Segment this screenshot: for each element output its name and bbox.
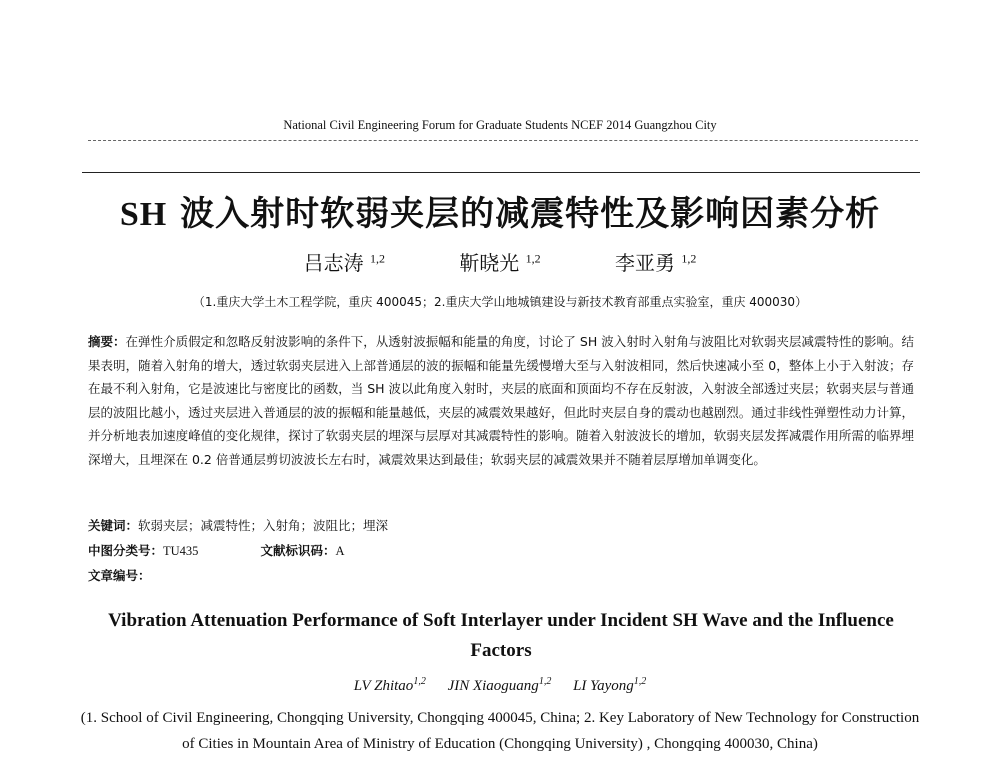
keywords xyxy=(88,516,388,534)
author xyxy=(459,247,540,276)
author-affil-mark: 1,2 xyxy=(525,251,541,266)
classification-line xyxy=(88,541,344,559)
keywords-label: 关键词： xyxy=(88,518,139,533)
clc-label: 中图分类号： xyxy=(88,543,164,558)
affiliation: （1.重庆大学土木工程学院，重庆 400045；2.重庆大学山地城镇建设与新技术教育部重点实验室，重庆 400030） xyxy=(192,295,808,309)
running-header: National Civil Engineering Forum for Graduate Students NCEF 2014 Guangzhou City xyxy=(283,118,717,132)
abstract-label: 摘要： xyxy=(88,334,126,349)
article-number-label: 文章编号： xyxy=(88,568,151,583)
author-list xyxy=(0,247,1000,276)
author-name: 李亚勇 xyxy=(615,251,676,275)
english-author-affil-mark: 1,2 xyxy=(413,676,426,687)
author xyxy=(304,247,385,276)
author-name: 靳晓光 xyxy=(459,251,520,275)
doc-code-value: A xyxy=(335,544,345,558)
author-affil-mark: 1,2 xyxy=(369,251,385,266)
english-author xyxy=(448,678,552,694)
keywords-text: 软弱夹层；减震特性；入射角；波阻比；埋深 xyxy=(138,518,389,533)
author xyxy=(615,247,696,276)
english-affiliation: (1. School of Civil Engineering, Chongqing University, Chongqing 400045, China; 2. Key Laboratory of New Technology for Construction of Cities in Mountain Area of Ministry of Education (Chongqing University) , Chongqing 400030, China) xyxy=(80,710,920,752)
doc-code-label: 文献标识码： xyxy=(260,543,336,558)
english-author-name: JIN Xiaoguang xyxy=(447,678,539,694)
author-name: 吕志涛 xyxy=(303,251,364,275)
abstract-text: 在弹性介质假定和忽略反射波影响的条件下，从透射波振幅和能量的角度，讨论了 SH 波入射时入射角与波阻比对软弱夹层减震特性的影响。结果表明，随着入射角的增大，透过软弱夹层进入上部普通层的波的振幅和能量先缓慢增大至与入射波相同，然后快速减小至 0，整体上小于入射波；存在最不利入射角，它是波速比与密度比的函数，当 SH 波以此角度入射时，夹层的底面和顶面均不存在反射波，入射波全部透过夹层；软弱夹层与普通层的波阻比越小，透过夹层进入普通层的波的振幅和能量越低，夹层的减震效果越好，但此时夹层自身的震动也越剧烈。通过非线性弹塑性动力计算，并分析地表加速度峰值的变化规律，探讨了软弱夹层的埋深与层厚对其减震特性的影响。随着入射波波长的增加，软弱夹层发挥减震作用所需的临界埋深增大，且埋深在 0.2 倍普通层剪切波波长左右时，减震效果达到最佳；软弱夹层的减震效果并不随着层厚增加单调变化。 xyxy=(88,334,914,467)
english-author-affil-mark: 1,2 xyxy=(633,676,647,687)
english-title: Vibration Attenuation Performance of Soft Interlayer under Incident SH Wave and the Influence Factors xyxy=(108,610,894,661)
english-author-affil-mark: 1,2 xyxy=(538,676,552,687)
english-author xyxy=(354,678,426,694)
title-prefix: SH xyxy=(119,196,168,233)
english-author-list xyxy=(0,676,1000,695)
author-affil-mark: 1,2 xyxy=(681,251,697,266)
abstract xyxy=(88,330,914,471)
clc-value: TU435 xyxy=(163,544,199,558)
english-author-name: LI Yayong xyxy=(573,678,634,694)
header-divider xyxy=(88,140,918,141)
paper-title xyxy=(0,186,1000,235)
title-divider xyxy=(82,172,920,173)
article-number xyxy=(88,566,151,584)
title-main: 波入射时软弱夹层的减震特性及影响因素分析 xyxy=(167,194,881,234)
english-author xyxy=(573,678,646,694)
english-author-name: LV Zhitao xyxy=(353,678,414,694)
